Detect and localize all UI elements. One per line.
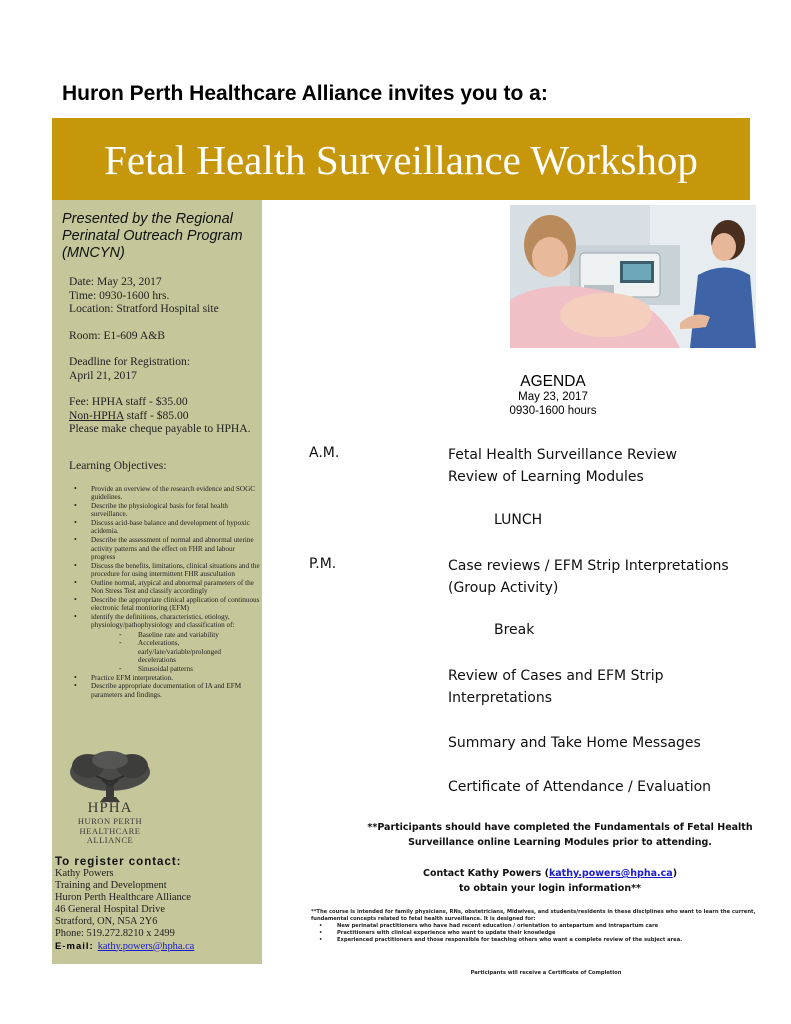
hpha-logo bbox=[66, 750, 154, 850]
logo-line-2: HEALTHCARE bbox=[79, 825, 141, 836]
objective-item: • Describe the assessment of normal and abnormal uterine activity patterns and the effect on FHR and labour progress bbox=[74, 536, 260, 561]
register-title: To register contact: bbox=[55, 856, 182, 868]
contact-email-row bbox=[55, 941, 260, 952]
sub-objective-item: - Sinusoidal patterns bbox=[119, 665, 260, 673]
note-line-2: Surveillance online Learning Modules prior to attending. bbox=[408, 836, 712, 848]
objective-item: • Describe the physiological basis for fetal health surveillance. bbox=[74, 502, 260, 519]
certificate-note: Participants will receive a Certificate of Completion bbox=[470, 970, 622, 976]
contact-org: Huron Perth Healthcare Alliance bbox=[55, 892, 191, 904]
fine-item: • Practitioners with clinical experience who want to update their knowledge bbox=[319, 930, 781, 937]
pm-item-3a: Review of Cases and EFM Strip bbox=[448, 668, 664, 684]
fine-intro: **The course is intended for family physicians, RNs, obstetricians, Midwives, and students/residents in these disciplines who want to learn the current, fundamental concepts related to fetal health surveillance. It is designed for: bbox=[311, 909, 756, 922]
invite-heading: Huron Perth Healthcare Alliance invites you to a: bbox=[62, 82, 548, 105]
pm-item-5: Certificate of Attendance / Evaluation bbox=[448, 779, 712, 795]
workshop-title: Fetal Health Surveillance Workshop bbox=[104, 137, 698, 183]
objective-item: • Describe the appropriate clinical application of continuous electronic fetal monitoring (EFM) bbox=[74, 596, 260, 613]
objective-item: • Discuss the benefits, limitations, clinical situations and the procedure for using intermittent FHR auscultation bbox=[74, 562, 260, 579]
event-location: Location: Stratford Hospital site bbox=[69, 302, 219, 315]
event-room: Room: E1-609 A&B bbox=[69, 328, 165, 342]
agenda-date: May 23, 2017 bbox=[518, 391, 588, 403]
note-line-1: **Participants should have completed the Fundamentals of Fetal Health bbox=[367, 822, 753, 833]
am-item-1: Fetal Health Surveillance Review bbox=[448, 447, 677, 463]
contact-address-2: Stratford, ON, N5A 2Y6 bbox=[55, 916, 158, 928]
presenter-text: Presented by the Regional Perinatal Outreach Program (MNCYN) bbox=[62, 211, 243, 261]
sub-objective-item: - Baseline rate and variability bbox=[119, 631, 260, 639]
lunch-label: LUNCH bbox=[494, 512, 543, 528]
contact-suffix: ) bbox=[672, 868, 678, 879]
sub-objective-item: - Accelerations, early/late/variable/prolonged decelerations bbox=[119, 639, 260, 664]
contact-line-1 bbox=[320, 866, 780, 881]
objective-item: • Provide an overview of the research evidence and SOGC guidelines. bbox=[74, 485, 260, 502]
fine-list bbox=[319, 923, 781, 944]
pm-item-4: Summary and Take Home Messages bbox=[448, 735, 701, 751]
pm-item-2: (Group Activity) bbox=[448, 580, 559, 596]
agenda-title: AGENDA bbox=[520, 373, 586, 390]
objective-item-with-sublist bbox=[74, 613, 260, 673]
cheque-note: Please make cheque payable to HPHA. bbox=[69, 422, 251, 435]
event-date: Date: May 23, 2017 bbox=[69, 275, 162, 288]
contact-prefix: Contact Kathy Powers ( bbox=[422, 868, 549, 879]
break-label: Break bbox=[494, 622, 535, 638]
objectives-title: Learning Objectives: bbox=[69, 459, 167, 472]
info-sidebar bbox=[52, 200, 262, 964]
fee-non-hpha-amount: staff - $85.00 bbox=[123, 408, 189, 422]
objective-item: • Practice EFM interpretation. bbox=[74, 674, 260, 682]
fine-item: • New perinatal practitioners who have had recent education / orientation to antepartum and intrapartum care bbox=[319, 923, 781, 930]
contact-address-1: 46 General Hospital Drive bbox=[55, 904, 165, 916]
contact-name: Kathy Powers bbox=[55, 868, 114, 879]
contact-email-link[interactable]: kathy.powers@hpha.ca bbox=[548, 868, 673, 879]
contact-line-2: to obtain your login information** bbox=[458, 883, 642, 894]
email-link[interactable]: kathy.powers@hpha.ca bbox=[97, 940, 195, 952]
logo-hpha: HPHA bbox=[87, 800, 133, 816]
am-label: A.M. bbox=[309, 445, 340, 461]
fee-hpha: Fee: HPHA staff - $35.00 bbox=[69, 395, 188, 408]
register-body bbox=[55, 868, 260, 941]
am-item-2: Review of Learning Modules bbox=[448, 469, 644, 485]
title-banner bbox=[52, 118, 750, 200]
contact-phone: Phone: 519.272.8210 x 2499 bbox=[55, 928, 175, 940]
email-label: E-mail: bbox=[55, 940, 94, 952]
logo-text bbox=[66, 800, 154, 846]
pm-item-1: Case reviews / EFM Strip Interpretations bbox=[448, 558, 729, 574]
pm-label: P.M. bbox=[309, 556, 337, 572]
logo-line-1: HURON PERTH bbox=[77, 816, 143, 826]
monitoring-photo bbox=[510, 205, 756, 348]
audience-fine-print bbox=[311, 909, 781, 944]
pm-item-3b: Interpretations bbox=[448, 690, 552, 706]
fee-non-hpha bbox=[69, 409, 259, 423]
objectives-list bbox=[74, 485, 260, 699]
objective-item: • Outline normal, atypical and abnormal parameters of the Non Stress Test and classify accordingly bbox=[74, 579, 260, 596]
event-time: Time: 0930-1600 hrs. bbox=[69, 288, 170, 302]
contact-dept: Training and Development bbox=[55, 880, 167, 892]
objective-sublist bbox=[119, 631, 260, 673]
agenda-header bbox=[440, 373, 666, 418]
register-contact bbox=[55, 856, 260, 952]
objective-item: • Describe appropriate documentation of IA and EFM parameters and findings. bbox=[74, 682, 260, 699]
logo-line-3: ALLIANCE bbox=[86, 835, 134, 845]
objective-item: • Discuss acid-base balance and development of hypoxic acidemia. bbox=[74, 519, 260, 536]
fee-non-hpha-prefix: Non-HPHA bbox=[69, 408, 124, 422]
agenda-hours: 0930-1600 hours bbox=[509, 404, 597, 417]
event-details bbox=[69, 275, 259, 436]
fine-item: • Experienced practitioners and those responsible for teaching others who want a complete review of the subject area. bbox=[319, 937, 781, 944]
objective-text: identify the definitions, characteristics, etiology, physiology/pathophysiology and classification of: bbox=[91, 612, 235, 630]
login-contact bbox=[320, 866, 780, 896]
deadline-date: April 21, 2017 bbox=[69, 368, 137, 382]
prerequisite-note bbox=[320, 821, 791, 850]
deadline-label: Deadline for Registration: bbox=[69, 355, 191, 368]
